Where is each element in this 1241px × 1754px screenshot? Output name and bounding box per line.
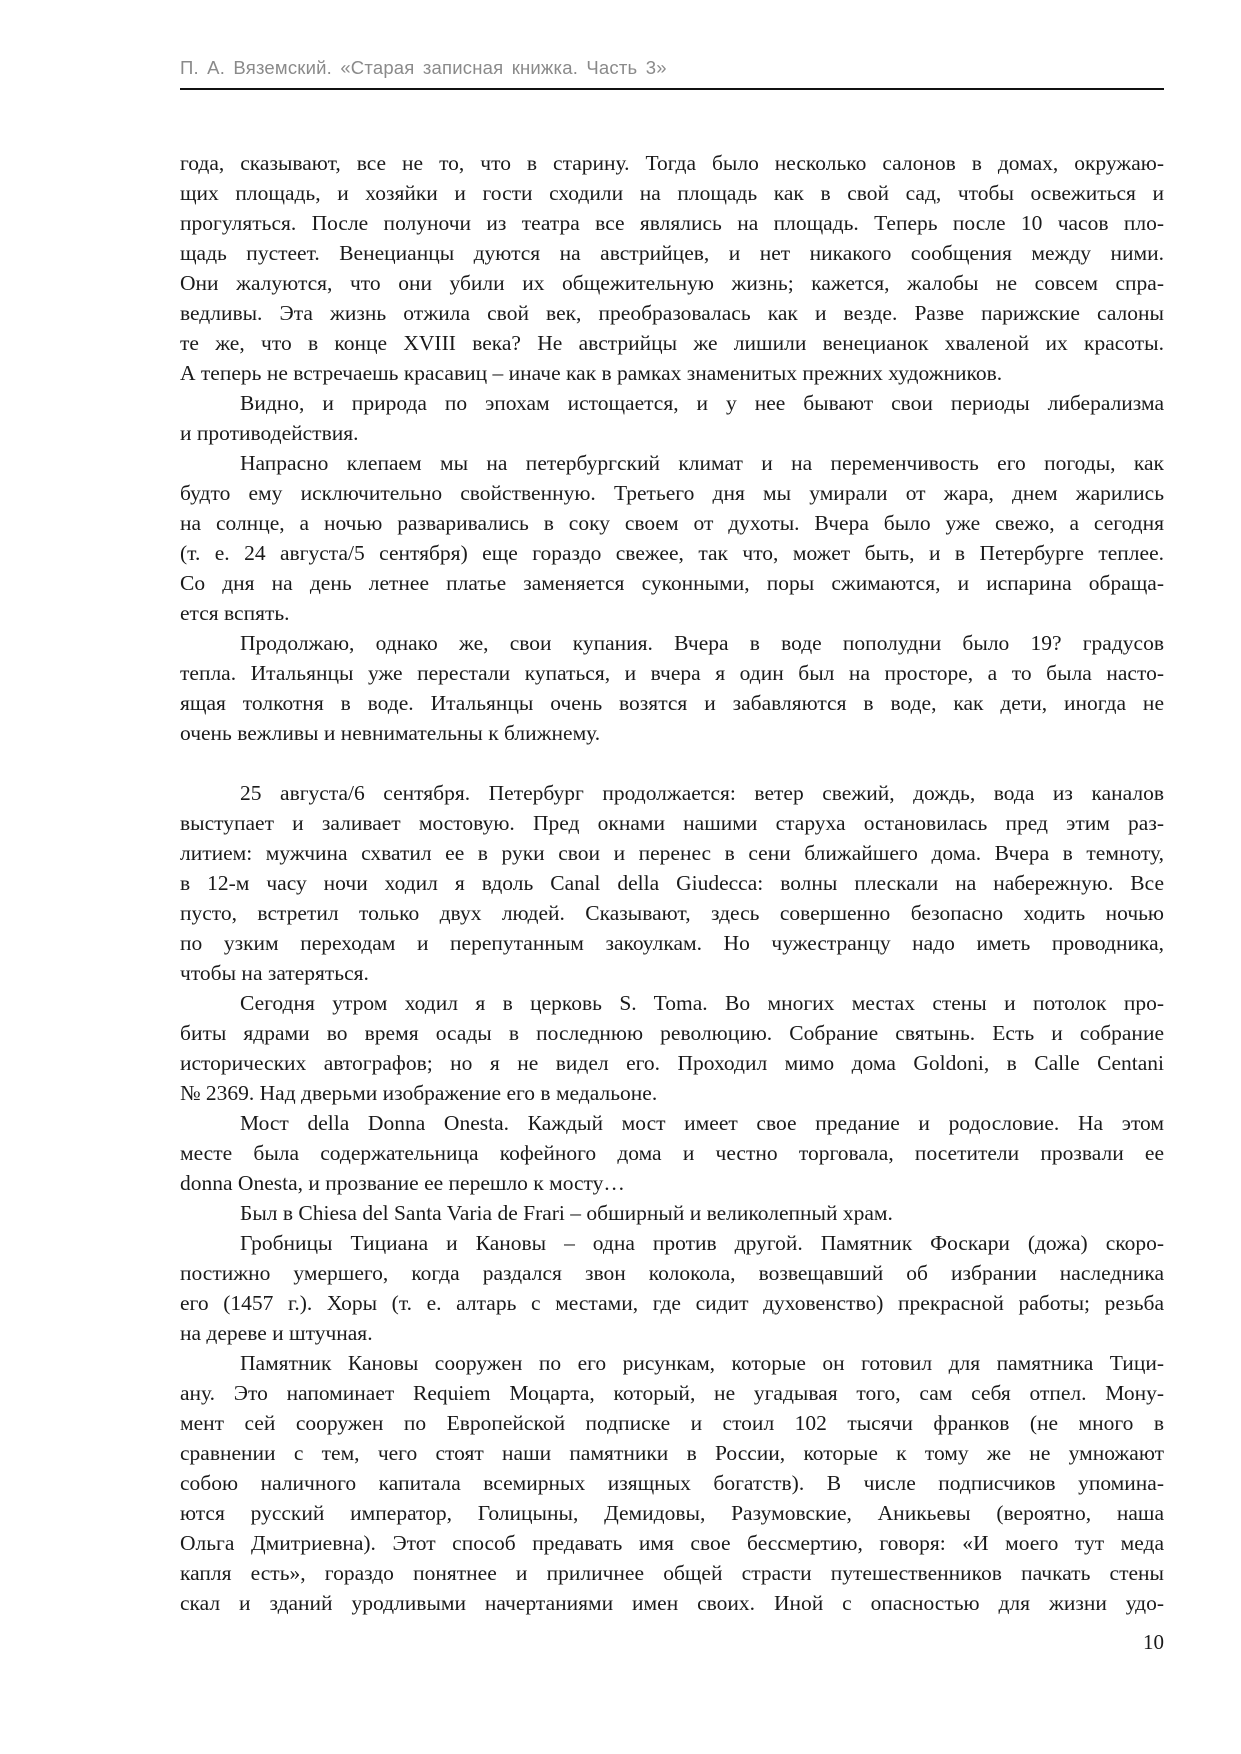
text-line: Памятник Кановы сооружен по его рисункам, которые он готовил для памятника Тици-: [240, 1351, 1164, 1375]
text-line: Гробницы Тициана и Кановы – одна против другой. Памятник Фоскари (дожа) скоро-: [240, 1231, 1164, 1255]
text-line: Они жалуются, что они убили их общежительную жизнь; кажется, жалобы не совсем спра-: [180, 271, 1164, 295]
text-line: Напрасно клепаем мы на петербургский климат и на переменчивость его погоды, как: [240, 451, 1164, 475]
text-line: по узким переходам и перепутанным закоулкам. Но чужестранцу надо иметь проводника,: [180, 931, 1164, 955]
text-line: щих площадь, и хозяйки и гости сходили на площадь как в свой сад, чтобы освежиться и: [180, 181, 1164, 205]
text-line: Со дня на день летнее платье заменяется суконными, поры сжимаются, и испарина обраща-: [180, 571, 1164, 595]
text-line: на солнце, а ночью разваривались в соку своем от духоты. Вчера было уже свежо, а сегодня: [180, 511, 1164, 535]
text-line: ану. Это напоминает Requiem Моцарта, который, не угадывая того, сам себя отпел. Мону-: [180, 1381, 1164, 1405]
text-line: в 12-м часу ночи ходил я вдоль Canal della Giudecca: волны плескали на набережную. Все: [180, 871, 1164, 895]
text-line: чтобы на затеряться.: [180, 961, 369, 985]
text-line: собою наличного капитала всемирных изящных богатств). В числе подписчиков упомина-: [180, 1471, 1164, 1495]
text-line: Был в Chiesa del Santa Varia de Frari – обширный и великолепный храм.: [240, 1201, 893, 1225]
text-line: (т. е. 24 августа/5 сентября) еще гораздо свежее, так что, может быть, и в Петербурге теплее.: [180, 541, 1164, 565]
text-line: биты ядрами во время осады в последнюю революцию. Собрание святынь. Есть и собрание: [180, 1021, 1164, 1045]
text-line: А теперь не встречаешь красавиц – иначе как в рамках знаменитых прежних художников.: [180, 361, 1003, 385]
text-line: № 2369. Над дверьми изображение его в медальоне.: [180, 1081, 658, 1105]
text-line: капля есть», гораздо понятнее и приличнее общей страсти путешественников пачкать стены: [180, 1561, 1164, 1585]
text-line: литием: мужчина схватил ее в руки свои и перенес в сени ближайшего дома. Вчера в темноту,: [180, 841, 1164, 865]
text-line: на дереве и штучная.: [180, 1321, 373, 1345]
text-line: Сегодня утром ходил я в церковь S. Toma. Во многих местах стены и потолок про-: [240, 991, 1164, 1015]
body-text: [180, 148, 1164, 1618]
text-line: выступает и заливает мостовую. Пред окнами нашими старуха остановилась пред этим раз-: [180, 811, 1164, 835]
paragraph: [180, 988, 1164, 1108]
text-line: Продолжаю, однако же, свои купания. Вчера в воде пополудни было 19? градусов: [240, 631, 1164, 655]
text-line: очень вежливы и невнимательны к ближнему.: [180, 721, 601, 745]
paragraph: [180, 778, 1164, 988]
text-line: Ольга Дмитриевна). Этот способ предавать имя свое бессмертию, говоря: «И моего тут меда: [180, 1531, 1164, 1555]
paragraph: [180, 388, 1164, 448]
text-line: пусто, встретил только двух людей. Сказывают, здесь совершенно безопасно ходить ночью: [180, 901, 1164, 925]
text-line: 25 августа/6 сентября. Петербург продолжается: ветер свежий, дождь, вода из каналов: [240, 781, 1164, 805]
section-break: [180, 748, 1164, 778]
text-line: Видно, и природа по эпохам истощается, и у нее бывают свои периоды либерализма: [240, 391, 1164, 415]
paragraph: [180, 1198, 1164, 1228]
page-number: 10: [1143, 1630, 1164, 1654]
text-line: сравнении с тем, чего стоят наши памятники в России, которые к тому же не умножают: [180, 1441, 1164, 1465]
text-line: мент сей сооружен по Европейской подписке и стоил 102 тысячи франков (не много в: [180, 1411, 1164, 1435]
text-line: скал и зданий уродливыми начертаниями имен своих. Иной с опасностью для жизни удо-: [180, 1591, 1164, 1615]
text-line: щадь пустеет. Венецианцы дуются на австрийцев, и нет никакого сообщения между ними.: [180, 241, 1164, 265]
text-line: donna Onesta, и прозвание ее перешло к мосту…: [180, 1171, 625, 1195]
header-divider: [180, 88, 1164, 90]
paragraph: [180, 148, 1164, 388]
text-line: месте была содержательница кофейного дома и честно торговала, посетители прозвали ее: [180, 1141, 1164, 1165]
text-line: ведливы. Эта жизнь отжила свой век, преобразовалась как и везде. Разве парижские салоны: [180, 301, 1164, 325]
text-line: Мост della Donna Onesta. Каждый мост имеет свое предание и родословие. На этом: [240, 1111, 1164, 1135]
text-line: те же, что в конце XVIII века? Не австрийцы же лишили венецианок хваленой их красоты.: [180, 331, 1164, 355]
text-line: прогуляться. После полуночи из театра все являлись на площадь. Теперь после 10 часов пло-: [180, 211, 1164, 235]
paragraph: [180, 1348, 1164, 1618]
text-line: будто ему исключительно свойственную. Третьего дня мы умирали от жара, днем жарились: [180, 481, 1164, 505]
text-line: года, сказывают, все не то, что в старину. Тогда было несколько салонов в домах, окружаю-: [180, 151, 1164, 175]
paragraph: [180, 1228, 1164, 1348]
text-line: и противодействия.: [180, 421, 359, 445]
paragraph: [180, 448, 1164, 628]
text-line: ется вспять.: [180, 601, 290, 625]
running-header: П. А. Вяземский. «Старая записная книжка. Часть 3»: [180, 57, 667, 78]
text-line: его (1457 г.). Хоры (т. е. алтарь с местами, где сидит духовенство) прекрасной работы; резьба: [180, 1291, 1164, 1315]
text-line: тепла. Итальянцы уже перестали купаться, и вчера я один был на просторе, а то была насто-: [180, 661, 1164, 685]
text-line: ящая толкотня в воде. Итальянцы очень возятся и забавляются в воде, как дети, иногда не: [180, 691, 1164, 715]
paragraph: [180, 1108, 1164, 1198]
text-line: постижно умершего, когда раздался звон колокола, возвещавший об избрании наследника: [180, 1261, 1164, 1285]
paragraph: [180, 628, 1164, 748]
text-line: исторических автографов; но я не видел его. Проходил мимо дома Goldoni, в Calle Centani: [180, 1051, 1164, 1075]
text-line: ются русский император, Голицыны, Демидовы, Разумовские, Аникьевы (вероятно, наша: [180, 1501, 1164, 1525]
